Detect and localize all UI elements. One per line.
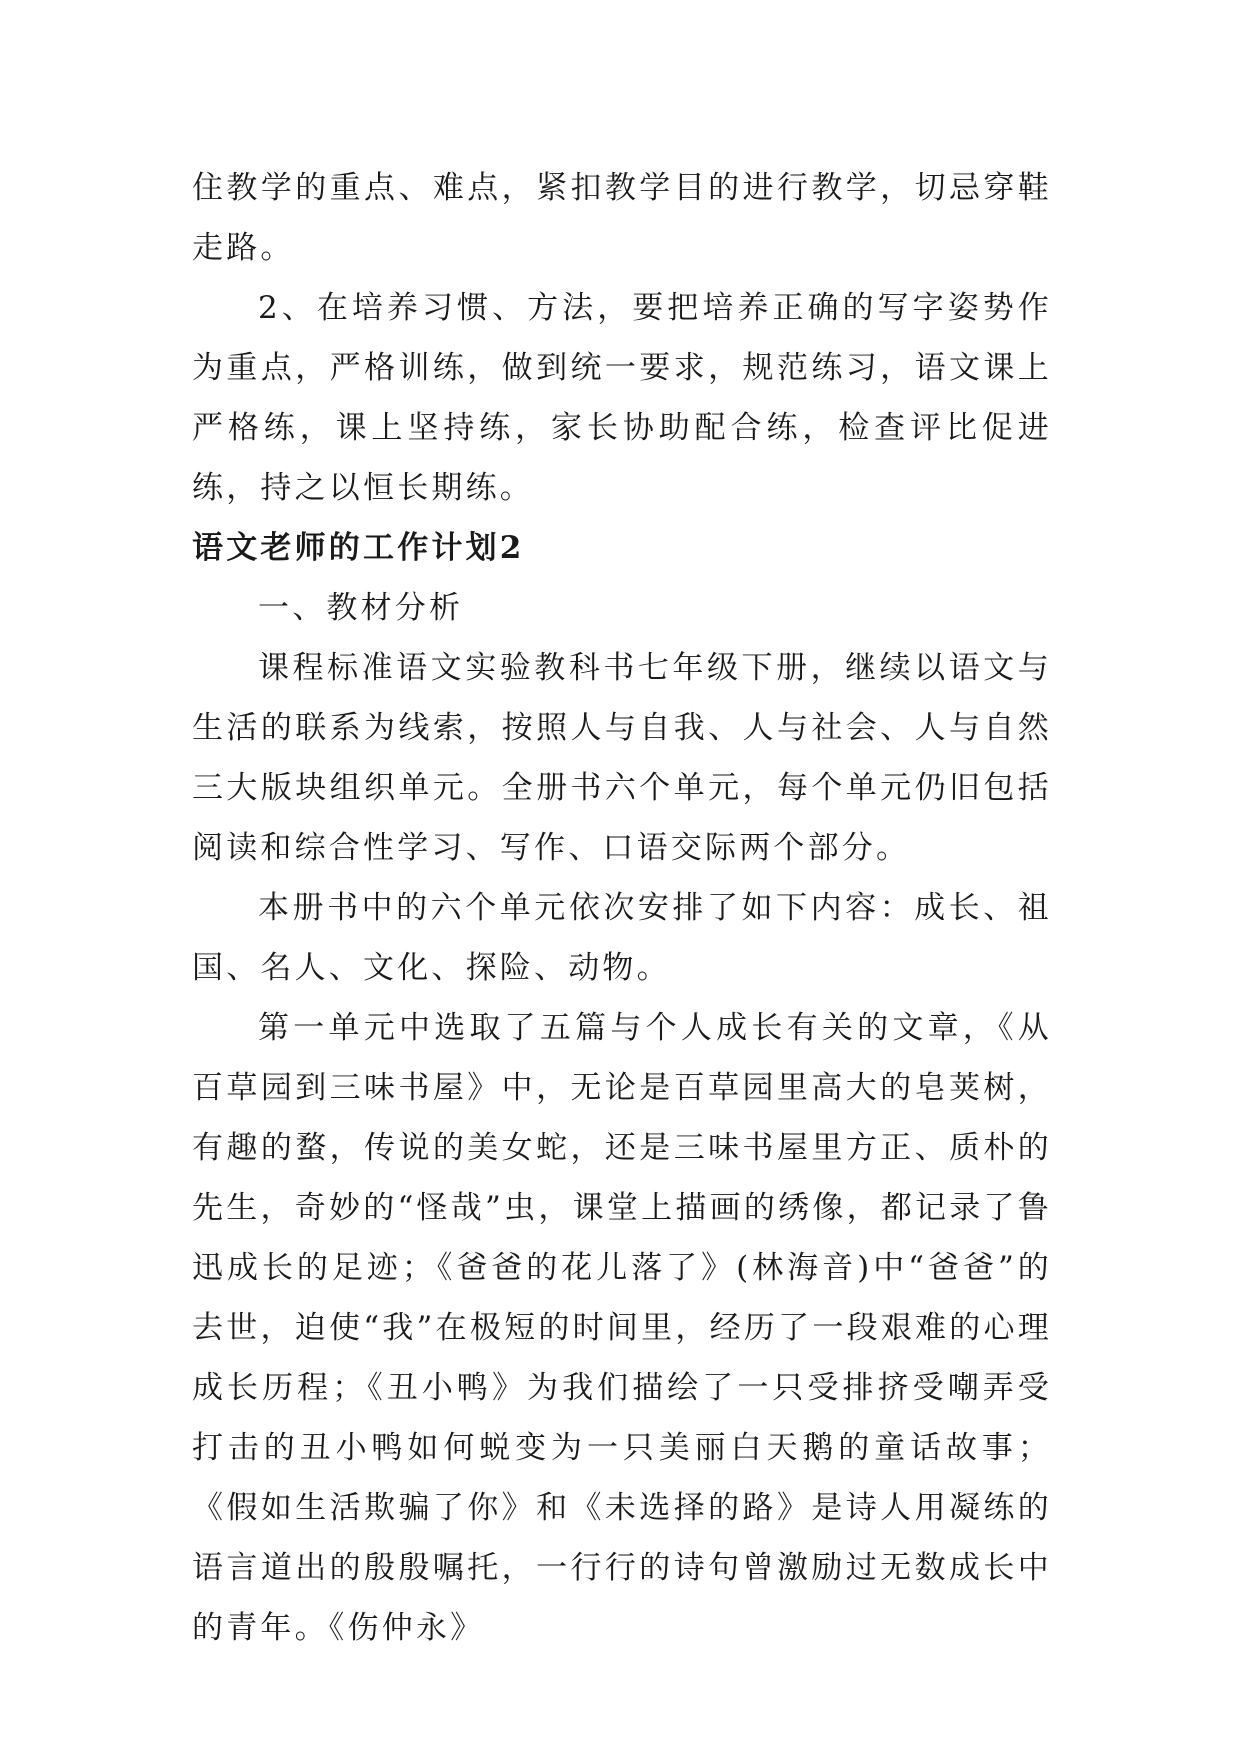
document-body [192,158,1052,1658]
paragraph-unit-one: 第一单元中选取了五篇与个人成长有关的文章，《从百草园到三味书屋》中，无论是百草园里高大的皂荚树，有趣的蝥，传说的美女蛇，还是三味书屋里方正、质朴的先生，奇妙的“怪哉”虫，课堂上描画的绣像，都记录了鲁迅成长的足迹；《爸爸的花儿落了》(林海音)中“爸爸”的去世，迫使“我”在极短的时间里，经历了一段艰难的心理成长历程；《丑小鸭》为我们描绘了一只受排挤受嘲弄受打击的丑小鸭如何蜕变为一只美丽白天鹅的童话故事；《假如生活欺骗了你》和《未选择的路》是诗人用凝练的语言道出的殷殷嘱托，一行行的诗句曾激励过无数成长中的青年。《伤仲永》 [192,1010,1052,1646]
paragraph-textbook-overview: 课程标准语文实验教科书七年级下册，继续以语文与生活的联系为线索，按照人与自我、人与社会、人与自然三大版块组织单元。全册书六个单元，每个单元仍旧包括阅读和综合性学习、写作、口语交际两个部分。 [192,650,1052,866]
paragraph-unit-contents: 本册书中的六个单元依次安排了如下内容：成长、祖国、名人、文化、探险、动物。 [192,890,1052,986]
section-title: 语文老师的工作计划2 [192,530,525,566]
paragraph-continuation: 住教学的重点、难点，紧扣教学目的进行教学，切忌穿鞋走路。 [192,170,1052,266]
paragraph-writing-habits: 2、在培养习惯、方法，要把培养正确的写字姿势作为重点，严格训练，做到统一要求，规范练习，语文课上严格练，课上坚持练，家长协助配合练，检查评比促进练，持之以恒长期练。 [192,290,1052,506]
subheading-textbook-analysis: 一、教材分析 [258,590,464,626]
